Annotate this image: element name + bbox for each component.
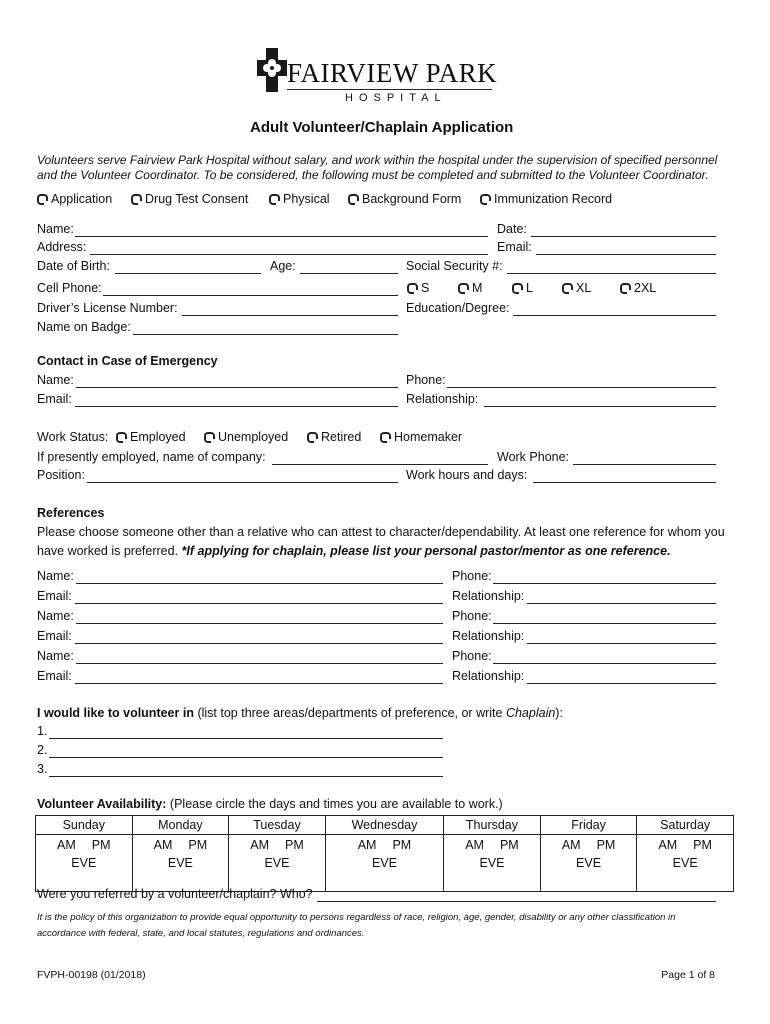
hours-label: Work hours and days: (406, 468, 528, 482)
checkbox-physical[interactable]: Physical (269, 192, 330, 206)
work-phone-label: Work Phone: (497, 450, 570, 464)
availability-cell[interactable]: AM PM EVE (540, 835, 637, 892)
emergency-email-field[interactable] (75, 406, 398, 407)
ref3-name-field[interactable] (76, 663, 443, 664)
availability-cell[interactable]: AM PM EVE (637, 835, 734, 892)
size-m[interactable]: M (458, 281, 482, 295)
dob-label: Date of Birth: (37, 259, 110, 273)
ref1-phone-field[interactable] (493, 583, 716, 584)
emergency-relationship-label: Relationship: (406, 392, 479, 406)
cross-flower-icon (257, 48, 287, 92)
intro-line-1: Volunteers serve Fairview Park Hospital without salary, and work within the hospital under the supervision of specified personnel (37, 153, 718, 167)
company-label: If presently employed, name of company: (37, 450, 266, 464)
checkbox-immunization[interactable]: Immunization Record (480, 192, 612, 206)
referred-label: Were you referred by a volunteer/chaplain? Who? (37, 887, 313, 901)
cell-field[interactable] (103, 295, 398, 296)
ref1-relationship-label: Relationship: (452, 589, 525, 603)
ref2-relationship-label: Relationship: (452, 629, 525, 643)
checkbox-drug-test[interactable]: Drug Test Consent (131, 192, 248, 206)
size-s[interactable]: S (407, 281, 429, 295)
availability-table (35, 815, 734, 892)
education-field[interactable] (513, 315, 716, 316)
ssn-field[interactable] (507, 273, 716, 274)
ref2-phone-label: Phone: (452, 609, 492, 623)
ref1-name-label: Name: (37, 569, 74, 583)
education-label: Education/Degree: (406, 301, 510, 315)
position-field[interactable] (87, 482, 398, 483)
company-field[interactable] (272, 464, 488, 465)
ref1-name-field[interactable] (76, 583, 443, 584)
age-field[interactable] (300, 273, 398, 274)
availability-cell[interactable]: AM PM EVE (325, 835, 443, 892)
size-2xl[interactable]: 2XL (620, 281, 656, 295)
name-field[interactable] (75, 236, 488, 237)
ref2-name-field[interactable] (76, 623, 443, 624)
size-xl[interactable]: XL (562, 281, 591, 295)
day-header: Saturday (637, 816, 734, 835)
policy-line-1: It is the policy of this organization to provide equal opportunity to persons regardless of race, religion, age, gender, disability or any other classification in (37, 912, 676, 923)
ref1-email-field[interactable] (75, 603, 443, 604)
brand-name: FAIRVIEW PARK (287, 58, 498, 88)
emergency-phone-field[interactable] (447, 387, 716, 388)
ref3-phone-field[interactable] (493, 663, 716, 664)
availability-cell[interactable]: AM PM EVE (36, 835, 133, 892)
day-header: Friday (540, 816, 637, 835)
work-status-label: Work Status: (37, 430, 109, 444)
ref3-relationship-field[interactable] (527, 683, 716, 684)
status-retired[interactable]: Retired (307, 430, 361, 444)
emergency-phone-label: Phone: (406, 373, 446, 387)
ref1-phone-label: Phone: (452, 569, 492, 583)
emergency-relationship-field[interactable] (484, 406, 716, 407)
status-employed[interactable]: Employed (116, 430, 186, 444)
cell-label: Cell Phone: (37, 281, 102, 295)
intro-line-2: and the Volunteer Coordinator. To be considered, the following must be completed and submitted to the Volunteer Coordinator. (37, 168, 709, 182)
age-label: Age: (270, 259, 296, 273)
references-text-1: Please choose someone other than a relative who can attest to character/dependability. At least one reference for whom you (37, 525, 725, 539)
brand-subtitle: HOSPITAL (345, 92, 447, 104)
day-header: Thursday (444, 816, 541, 835)
availability-heading: Volunteer Availability: (Please circle the days and times you are available to work.) (37, 797, 503, 811)
day-header: Tuesday (229, 816, 326, 835)
references-heading: References (37, 506, 105, 520)
volunteer-item-2-label: 2. (37, 743, 48, 757)
referred-field[interactable] (317, 901, 716, 902)
license-field[interactable] (182, 315, 398, 316)
form-id: FVPH-00198 (01/2018) (37, 969, 146, 981)
email-label: Email: (497, 240, 532, 254)
date-label: Date: (497, 222, 527, 236)
availability-cell[interactable]: AM PM EVE (444, 835, 541, 892)
checkbox-application[interactable]: Application (37, 192, 112, 206)
references-text-2: have worked is preferred. *If applying for chaplain, please list your personal pastor/mentor as one reference. (37, 544, 671, 558)
address-field[interactable] (90, 254, 488, 255)
ref3-email-field[interactable] (75, 683, 443, 684)
volunteer-item-1-label: 1. (37, 724, 48, 738)
work-phone-field[interactable] (573, 464, 716, 465)
emergency-email-label: Email: (37, 392, 72, 406)
hours-field[interactable] (533, 482, 716, 483)
license-label: Driver’s License Number: (37, 301, 178, 315)
status-homemaker[interactable]: Homemaker (380, 430, 462, 444)
checkbox-background[interactable]: Background Form (348, 192, 461, 206)
ref3-phone-label: Phone: (452, 649, 492, 663)
day-header: Wednesday (325, 816, 443, 835)
ref2-email-field[interactable] (75, 643, 443, 644)
page-number: Page 1 of 8 (661, 969, 715, 981)
ref1-relationship-field[interactable] (527, 603, 716, 604)
ref2-email-label: Email: (37, 629, 72, 643)
badge-field[interactable] (133, 334, 398, 335)
dob-field[interactable] (115, 273, 261, 274)
policy-line-2: accordance with federal, state, and local statutes, regulations and ordinances. (37, 928, 365, 939)
ref3-relationship-label: Relationship: (452, 669, 525, 683)
status-unemployed[interactable]: Unemployed (204, 430, 288, 444)
date-field[interactable] (531, 236, 716, 237)
emergency-heading: Contact in Case of Emergency (37, 354, 218, 368)
email-field[interactable] (536, 254, 716, 255)
position-label: Position: (37, 468, 85, 482)
size-l[interactable]: L (512, 281, 533, 295)
ref1-email-label: Email: (37, 589, 72, 603)
ref3-email-label: Email: (37, 669, 72, 683)
volunteer-item-3-label: 3. (37, 762, 48, 776)
emergency-name-field[interactable] (76, 387, 398, 388)
ref2-phone-field[interactable] (493, 623, 716, 624)
day-header: Monday (132, 816, 229, 835)
volunteer-item-2-field[interactable] (49, 757, 443, 758)
ssn-label: Social Security #: (406, 259, 503, 273)
volunteer-item-3-field[interactable] (49, 776, 443, 777)
ref2-name-label: Name: (37, 609, 74, 623)
ref2-relationship-field[interactable] (527, 643, 716, 644)
name-label: Name: (37, 222, 74, 236)
availability-cell[interactable]: AM PM EVE (229, 835, 326, 892)
availability-cell[interactable]: AM PM EVE (132, 835, 229, 892)
volunteer-item-1-field[interactable] (49, 738, 443, 739)
ref3-name-label: Name: (37, 649, 74, 663)
address-label: Address: (37, 240, 87, 254)
badge-label: Name on Badge: (37, 320, 131, 334)
emergency-name-label: Name: (37, 373, 74, 387)
volunteer-heading: I would like to volunteer in (list top three areas/departments of preference, or write Chaplain): (37, 706, 563, 720)
page-title: Adult Volunteer/Chaplain Application (250, 119, 514, 136)
day-header: Sunday (36, 816, 133, 835)
